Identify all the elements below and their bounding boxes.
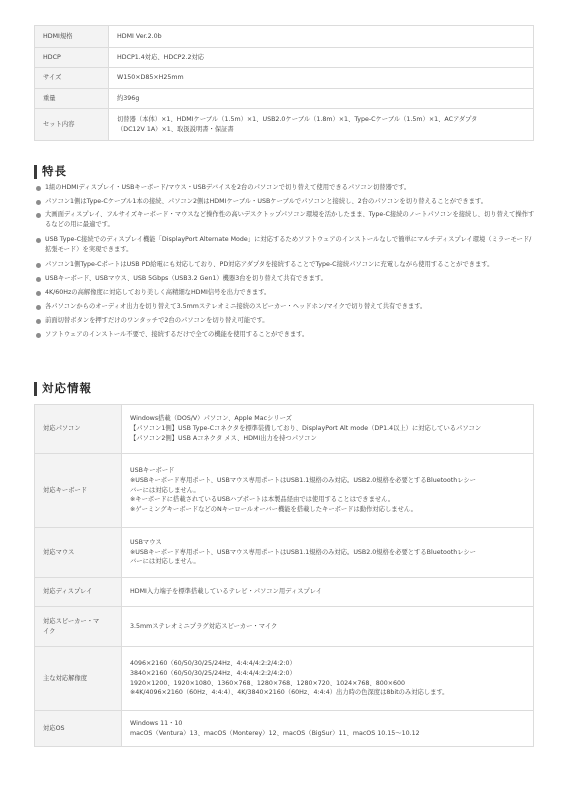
bullet-icon: [36, 186, 41, 191]
compat-key: 対応ディスプレイ: [35, 578, 122, 607]
bullet-icon: [36, 200, 41, 205]
compat-row: [35, 607, 534, 647]
compat-title: 対応情報: [42, 381, 92, 395]
spec-key: サイズ: [35, 68, 109, 89]
compat-key: 主な対応解像度: [35, 647, 122, 711]
compat-row: [35, 454, 534, 528]
feature-item: 4K/60Hzの高解像度に対応しており美しく高精細なHDMI信号を出力できます。: [36, 288, 536, 302]
bullet-icon: [36, 291, 41, 296]
spec-row: [35, 26, 534, 48]
compat-key: 対応パソコン: [35, 405, 122, 454]
bullet-icon: [36, 333, 41, 338]
compat-row: [35, 711, 534, 747]
bullet-icon: [36, 213, 41, 218]
compat-key: 対応OS: [35, 711, 122, 747]
bullet-icon: [36, 277, 41, 282]
feature-item: USB Type-C接続でのディスプレイ機能「DisplayPort Alternate Mode」に対応するためソフトウェアのインストールなしで簡単にマルチディスプレイ環境（ミラーモード/拡張モード）を実現できます。: [36, 235, 536, 260]
compat-value: 4096×2160（60/50/30/25/24Hz、4:4:4/4:2:2/4:2:0） 3840×2160（60/50/30/25/24Hz、4:4:4/4:2:2/4:2:0） 1920×1200、1920×1080、1360×768、1280×768、1280×720、1024×768、800×600 ※4K/4096×2160（60Hz、4:4:4）、4K/3840×2160（60Hz、4:4:4）出力時の色深度は8bitのみ対応します。: [122, 647, 534, 711]
spec-table: [34, 25, 534, 141]
spec-key: HDCP: [35, 48, 109, 68]
spec-row: [35, 48, 534, 68]
feature-item: 1組のHDMIディスプレイ・USBキーボード/マウス・USBデバイスを2台のパソコンで切り替えて使用できるパソコン切替器です。: [36, 183, 536, 197]
features-heading: [34, 163, 67, 181]
spec-value: HDMI Ver.2.0b: [109, 26, 534, 48]
spec-value: 約396g: [109, 89, 534, 109]
feature-item: 各パソコンからのオーディオ出力を切り替えて3.5mmステレオミニ接続のスピーカー・ヘッドホン/マイクで切り替えて共有できます。: [36, 302, 536, 316]
spec-row: [35, 89, 534, 109]
bullet-icon: [36, 238, 41, 243]
spec-key: HDMI規格: [35, 26, 109, 48]
compat-key: 対応キーボード: [35, 454, 122, 528]
compat-key: 対応スピーカー・マ イク: [35, 607, 122, 647]
bullet-icon: [36, 263, 41, 268]
compat-value: USBマウス ※USBキーボード専用ポート、USBマウス専用ポートはUSB1.1規格のみ対応。USB2.0規格を必要とするBluetoothレシー バーには対応しません。: [122, 528, 534, 578]
compat-value: 3.5mmステレオミニプラグ対応スピーカー・マイク: [122, 607, 534, 647]
feature-item: パソコン1側はType-Cケーブル1本の接続、パソコン2側はHDMIケーブル・USBケーブルでパソコンと接続し、2台のパソコンを切り替えることができます。: [36, 197, 536, 211]
feature-item: ソフトウェアのインストール不要で、接続するだけで全ての機能を使用することができます。: [36, 330, 536, 344]
features-list: [36, 183, 536, 344]
spec-value: HDCP1.4対応、HDCP2.2対応: [109, 48, 534, 68]
compat-row: [35, 647, 534, 711]
spec-value: 切替器（本体）×1、HDMIケーブル（1.5m）×1、USB2.0ケーブル（1.8m）×1、Type-Cケーブル（1.5m）×1、ACアダプタ （DC12V 1A）×1、取扱説明書・保証書: [109, 109, 534, 141]
compat-heading: [34, 380, 92, 398]
spec-row: [35, 68, 534, 89]
feature-item: USBキーボード、USBマウス、USB 5Gbps（USB3.2 Gen1）機器3台を切り替えて共有できます。: [36, 274, 536, 288]
compat-row: [35, 528, 534, 578]
heading-bar: [34, 382, 37, 396]
feature-item: 前面切替ボタンを押すだけのワンタッチで2台のパソコンを切り替え可能です。: [36, 316, 536, 330]
spec-key: 重量: [35, 89, 109, 109]
compat-value: Windows搭載（DOS/V）パソコン、Apple Macシリーズ 【パソコン1側】USB Type-Cコネクタを標準装備しており、DisplayPort Alt mode（DP1.4以上）に対応しているパソコン 【パソコン2側】USB Aコネクタ メス、HDMI出力を持つパソコン: [122, 405, 534, 454]
bullet-icon: [36, 305, 41, 310]
heading-bar: [34, 165, 37, 179]
spec-row: [35, 109, 534, 141]
compat-value: USBキーボード ※USBキーボード専用ポート、USBマウス専用ポートはUSB1.1規格のみ対応。USB2.0規格を必要とするBluetoothレシー バーには対応しません。 ※キーボードに搭載されているUSBハブポートは本製品経由では使用することはできません。 ※ゲーミングキーボードなどのNキーロールオーバー機能を搭載したキーボードは動作対応しません。: [122, 454, 534, 528]
spec-value: W150×D85×H25mm: [109, 68, 534, 89]
features-title: 特長: [42, 164, 67, 178]
compat-key: 対応マウス: [35, 528, 122, 578]
compat-row: [35, 578, 534, 607]
spec-key: セット内容: [35, 109, 109, 141]
compat-table: [34, 404, 534, 747]
feature-item: 大画面ディスプレイ、フルサイズキーボード・マウスなど操作性の高いデスクトップパソコン環境を活かしたまま、Type-C接続のノートパソコンを接続し、切り替えて操作するなどの用に最適です。: [36, 210, 536, 235]
bullet-icon: [36, 319, 41, 324]
compat-row: [35, 405, 534, 454]
feature-item: パソコン1側Type-CポートはUSB PD給電にも対応しており、PD対応アダプタを接続することでType-C接続パソコンに充電しながら使用することができます。: [36, 260, 536, 274]
compat-value: Windows 11・10 macOS（Ventura）13、macOS（Monterey）12、macOS（BigSur）11、macOS 10.15〜10.12: [122, 711, 534, 747]
compat-value: HDMI入力端子を標準搭載しているテレビ・パソコン用ディスプレイ: [122, 578, 534, 607]
